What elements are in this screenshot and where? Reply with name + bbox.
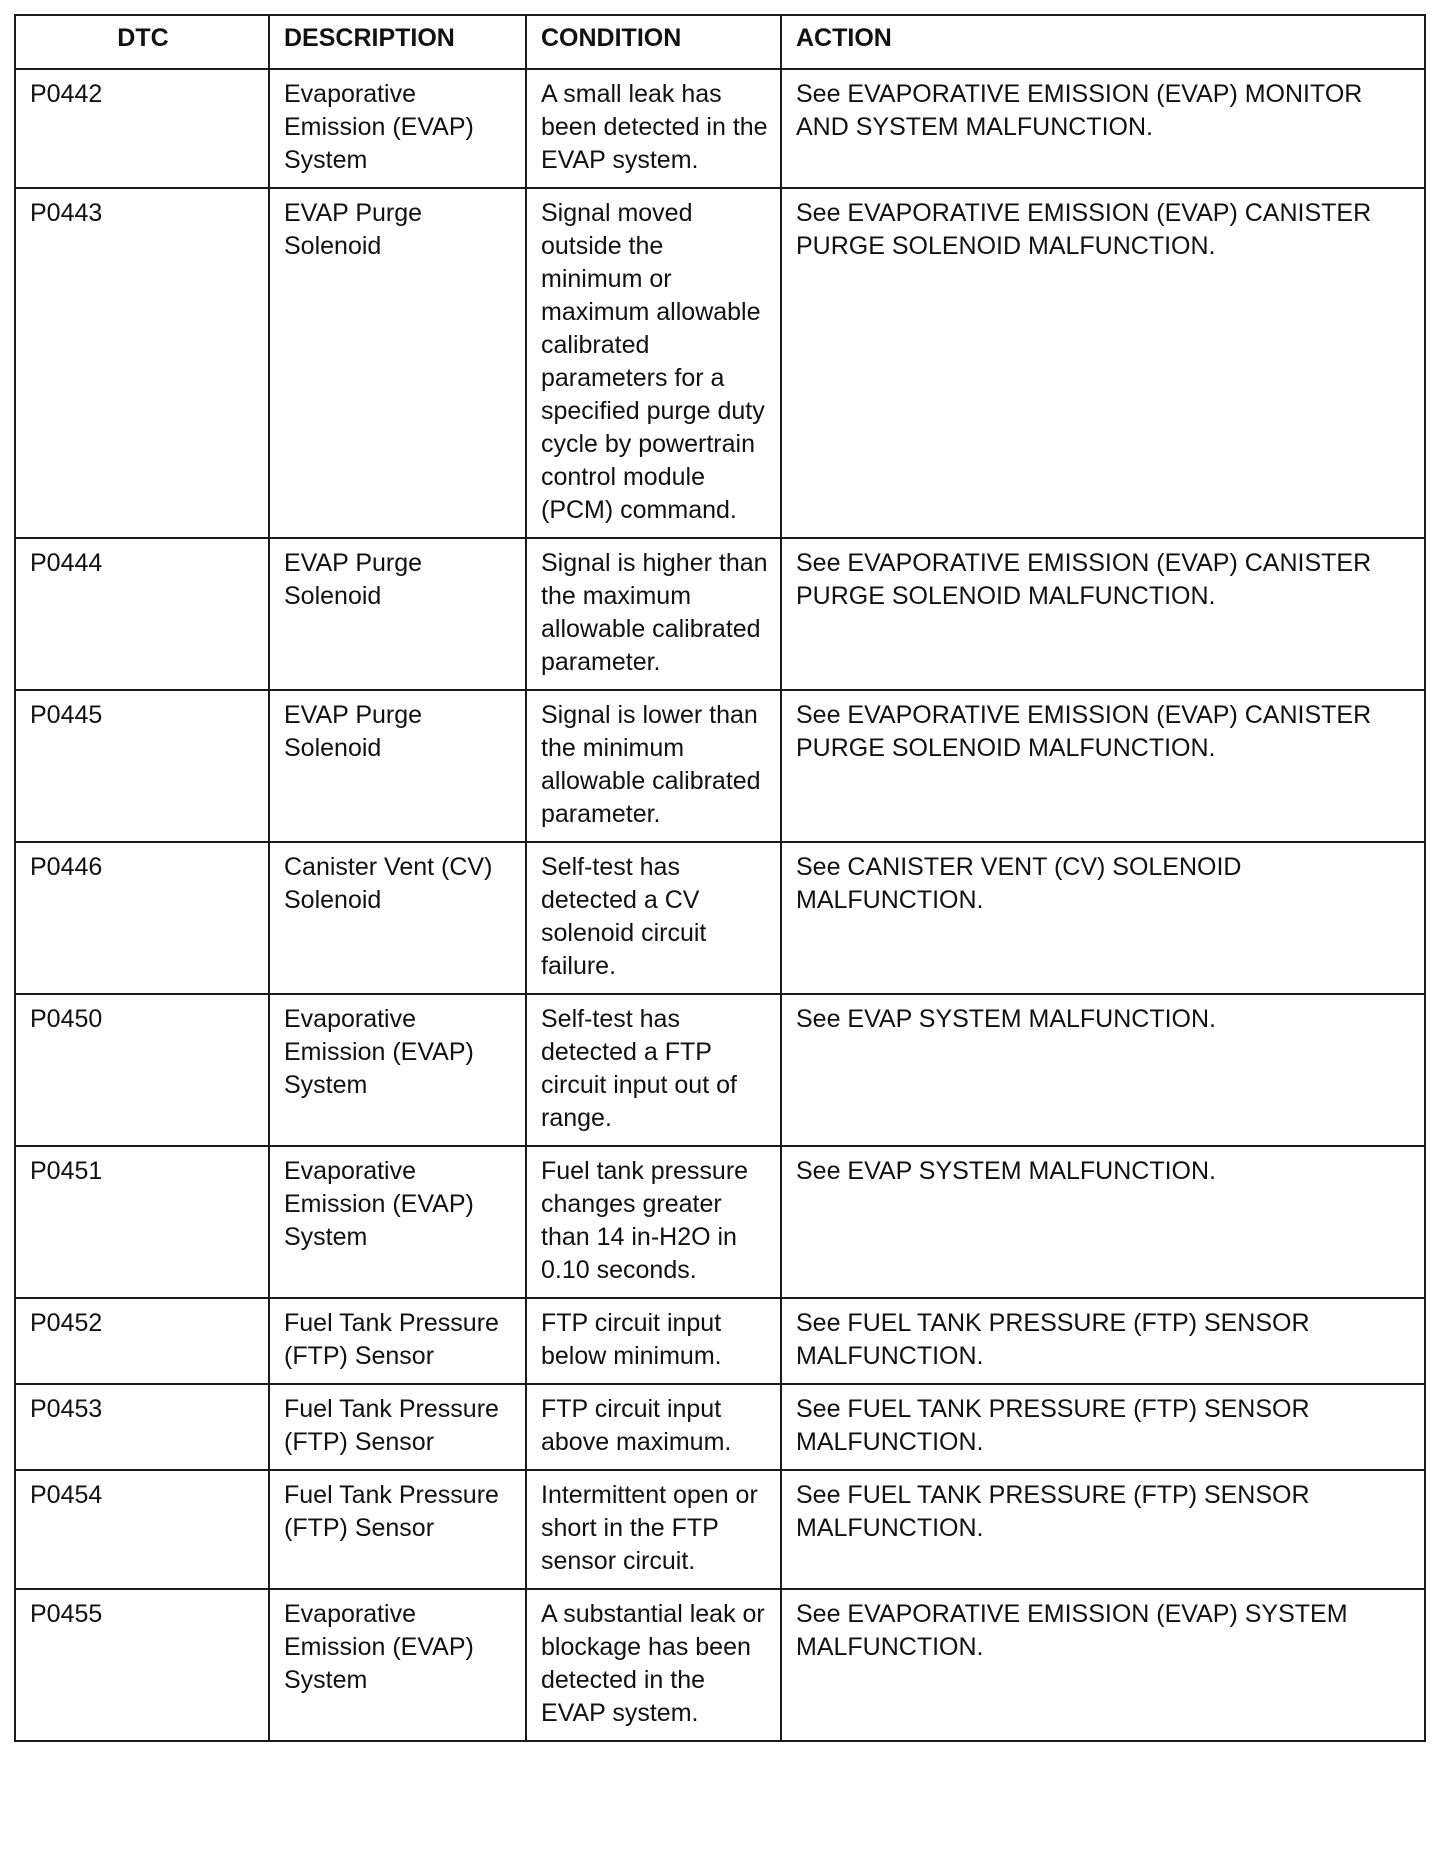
dtc-cell: P0455 [15,1589,269,1741]
document-page [14,14,1424,1742]
action-cell: See CANISTER VENT (CV) SOLENOID MALFUNCTION. [781,842,1425,994]
table-row [15,690,1425,842]
dtc-cell: P0451 [15,1146,269,1298]
action-cell: See FUEL TANK PRESSURE (FTP) SENSOR MALFUNCTION. [781,1384,1425,1470]
table-row [15,188,1425,538]
header-description: DESCRIPTION [269,15,526,69]
description-cell: Fuel Tank Pressure (FTP) Sensor [269,1384,526,1470]
description-cell: Fuel Tank Pressure (FTP) Sensor [269,1298,526,1384]
table-row [15,69,1425,188]
table-row [15,538,1425,690]
condition-cell: Signal is lower than the minimum allowable calibrated parameter. [526,690,781,842]
action-cell: See EVAPORATIVE EMISSION (EVAP) CANISTER PURGE SOLENOID MALFUNCTION. [781,538,1425,690]
description-cell: EVAP Purge Solenoid [269,188,526,538]
dtc-cell: P0454 [15,1470,269,1589]
condition-cell: Signal moved outside the minimum or maximum allowable calibrated parameters for a specified purge duty cycle by powertrain control module (PCM) command. [526,188,781,538]
table-row [15,1470,1425,1589]
table-row [15,842,1425,994]
description-cell: Fuel Tank Pressure (FTP) Sensor [269,1470,526,1589]
condition-cell: Self-test has detected a CV solenoid circuit failure. [526,842,781,994]
description-cell: EVAP Purge Solenoid [269,690,526,842]
condition-cell: FTP circuit input above maximum. [526,1384,781,1470]
table-row [15,1298,1425,1384]
table-row [15,1146,1425,1298]
header-condition: CONDITION [526,15,781,69]
table-body [15,69,1425,1741]
dtc-cell: P0442 [15,69,269,188]
condition-cell: A substantial leak or blockage has been detected in the EVAP system. [526,1589,781,1741]
action-cell: See EVAPORATIVE EMISSION (EVAP) CANISTER PURGE SOLENOID MALFUNCTION. [781,188,1425,538]
action-cell: See FUEL TANK PRESSURE (FTP) SENSOR MALFUNCTION. [781,1298,1425,1384]
dtc-cell: P0446 [15,842,269,994]
action-cell: See EVAP SYSTEM MALFUNCTION. [781,994,1425,1146]
dtc-cell: P0450 [15,994,269,1146]
condition-cell: Fuel tank pressure changes greater than 14 in-H2O in 0.10 seconds. [526,1146,781,1298]
table-header-row [15,15,1425,69]
description-cell: Evaporative Emission (EVAP) System [269,994,526,1146]
description-cell: EVAP Purge Solenoid [269,538,526,690]
action-cell: See EVAPORATIVE EMISSION (EVAP) MONITOR AND SYSTEM MALFUNCTION. [781,69,1425,188]
dtc-cell: P0443 [15,188,269,538]
description-cell: Evaporative Emission (EVAP) System [269,1146,526,1298]
dtc-cell: P0453 [15,1384,269,1470]
description-cell: Evaporative Emission (EVAP) System [269,1589,526,1741]
action-cell: See EVAPORATIVE EMISSION (EVAP) CANISTER PURGE SOLENOID MALFUNCTION. [781,690,1425,842]
table-row [15,1384,1425,1470]
description-cell: Canister Vent (CV) Solenoid [269,842,526,994]
description-cell: Evaporative Emission (EVAP) System [269,69,526,188]
action-cell: See EVAPORATIVE EMISSION (EVAP) SYSTEM MALFUNCTION. [781,1589,1425,1741]
condition-cell: Signal is higher than the maximum allowable calibrated parameter. [526,538,781,690]
condition-cell: Intermittent open or short in the FTP sensor circuit. [526,1470,781,1589]
condition-cell: FTP circuit input below minimum. [526,1298,781,1384]
dtc-cell: P0444 [15,538,269,690]
action-cell: See FUEL TANK PRESSURE (FTP) SENSOR MALFUNCTION. [781,1470,1425,1589]
condition-cell: Self-test has detected a FTP circuit input out of range. [526,994,781,1146]
dtc-table [14,14,1426,1742]
header-action: ACTION [781,15,1425,69]
table-row [15,1589,1425,1741]
action-cell: See EVAP SYSTEM MALFUNCTION. [781,1146,1425,1298]
dtc-cell: P0452 [15,1298,269,1384]
table-row [15,994,1425,1146]
header-dtc: DTC [15,15,269,69]
condition-cell: A small leak has been detected in the EVAP system. [526,69,781,188]
dtc-cell: P0445 [15,690,269,842]
